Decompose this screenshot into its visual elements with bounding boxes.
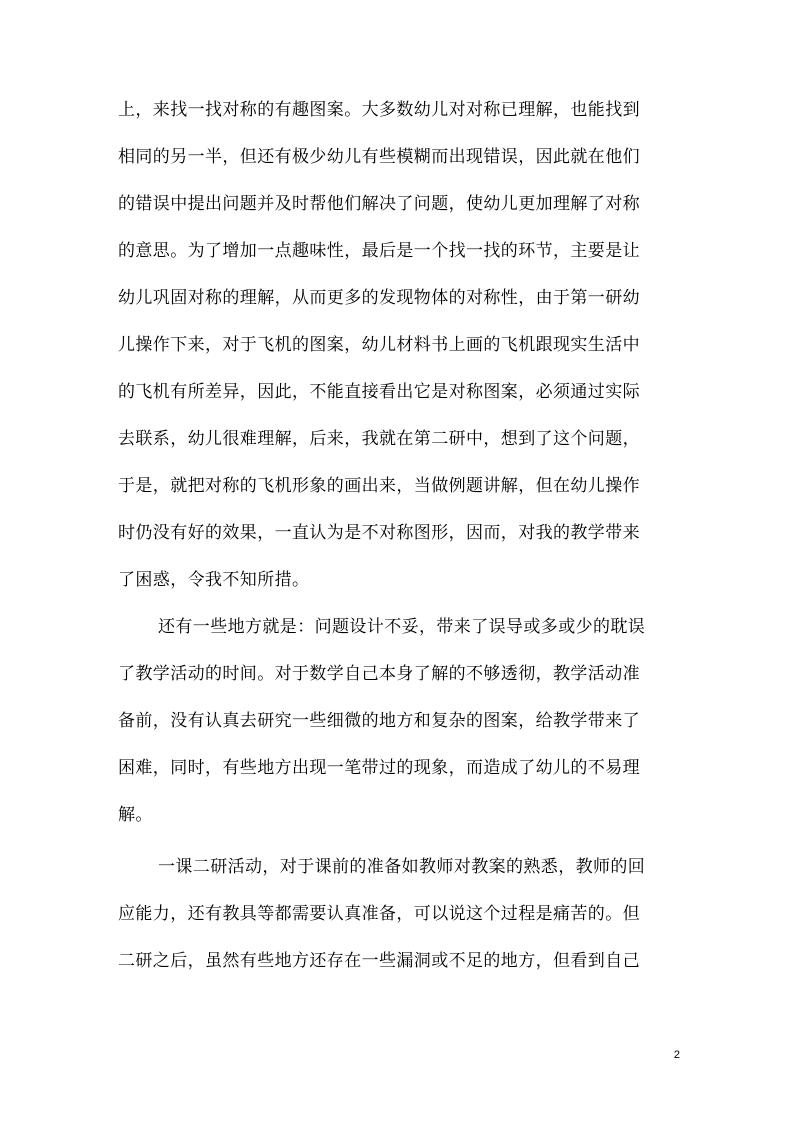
text-line: 的错误中提出问题并及时帮他们解决了问题，使幼儿更加理解了对称: [118, 194, 640, 214]
text-line: 解。: [118, 805, 153, 825]
text-line: 时仍没有好的效果，一直认为是不对称图形，因而，对我的教学带来: [118, 523, 640, 543]
text-line: 相同的另一半，但还有极少幼儿有些模糊而出现错误，因此就在他们: [118, 147, 640, 167]
text-line: 了教学活动的时间。对于数学自己本身了解的不够透彻，教学活动准: [118, 664, 640, 684]
text-line: 备前，没有认真去研究一些细微的地方和复杂的图案，给教学带来了: [118, 711, 640, 731]
text-line: 幼儿巩固对称的理解，从而更多的发现物体的对称性，由于第一研幼: [118, 288, 640, 308]
text-line: 于是，就把对称的飞机形象的画出来，当做例题讲解，但在幼儿操作: [118, 476, 640, 496]
text-line: 了困惑，令我不知所措。: [118, 570, 310, 590]
text-line: 的意思。为了增加一点趣味性，最后是一个找一找的环节，主要是让: [118, 241, 640, 261]
page-number: 2: [673, 1049, 680, 1061]
paragraph-first-line: 一课二研活动，对于课前的准备如教师对教案的熟悉，教师的回: [158, 857, 646, 877]
text-line: 上，来找一找对称的有趣图案。大多数幼儿对对称已理解，也能找到: [118, 100, 640, 120]
text-line: 儿操作下来，对于飞机的图案，幼儿材料书上画的飞机跟现实生活中: [118, 335, 640, 355]
text-line: 二研之后，虽然有些地方还存在一些漏洞或不足的地方，但看到自己: [118, 951, 640, 971]
text-line: 的飞机有所差异，因此，不能直接看出它是对称图案，必须通过实际: [118, 382, 640, 402]
paragraph-first-line: 还有一些地方就是：问题设计不妥，带来了误导或多或少的耽误: [158, 617, 646, 637]
text-line: 困难，同时，有些地方出现一笔带过的现象，而造成了幼儿的不易理: [118, 758, 640, 778]
text-line: 应能力，还有教具等都需要认真准备，可以说这个过程是痛苦的。但: [118, 904, 640, 924]
text-line: 去联系，幼儿很难理解，后来，我就在第二研中，想到了这个问题，: [118, 429, 640, 449]
